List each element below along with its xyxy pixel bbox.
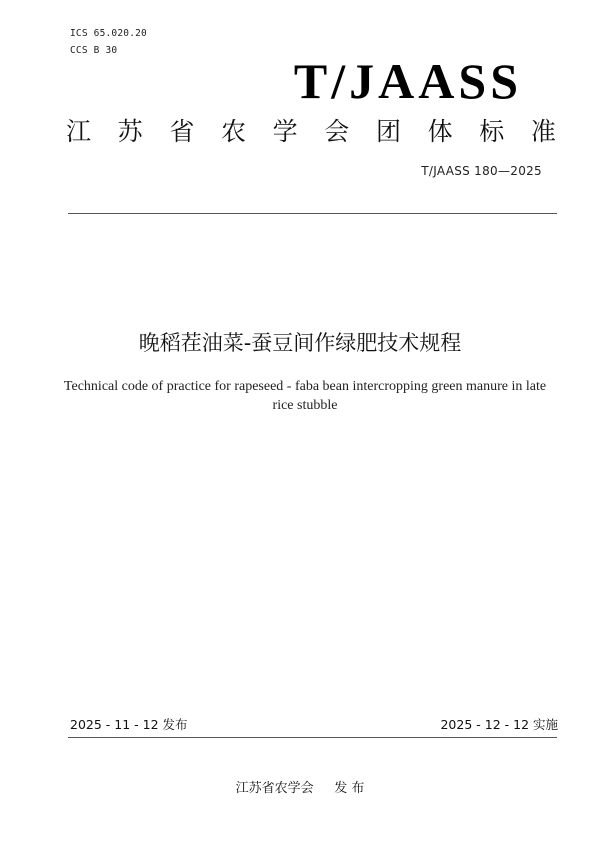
title-chinese: 晚稻茬油菜-蚕豆间作绿肥技术规程 — [138, 331, 462, 355]
heading-char: 农 — [220, 117, 246, 146]
footer-divider — [68, 737, 557, 738]
heading-char: 江 — [66, 117, 92, 146]
heading-char: 团 — [375, 117, 401, 146]
title-english: Technical code of practice for rapeseed - faba bean intercropping green manure in late rice stubble — [63, 379, 547, 413]
standard-number: T/JAASS 180—2025 — [421, 164, 542, 178]
standard-mark: T/JAASS — [293, 53, 522, 109]
implementation-date: 2025 - 12 - 12 实施 — [440, 717, 558, 732]
heading-char: 会 — [324, 117, 350, 146]
heading-char: 标 — [479, 117, 505, 146]
issue-date: 2025 - 11 - 12 发布 — [70, 717, 188, 732]
publisher: 江苏省农学会 发 布 — [235, 781, 365, 796]
header-divider — [68, 213, 557, 214]
heading-char: 苏 — [117, 117, 143, 146]
heading-char: 体 — [427, 117, 453, 146]
heading-char: 准 — [530, 117, 556, 146]
heading-char: 学 — [272, 117, 298, 146]
organization-heading — [66, 112, 556, 152]
heading-char: 省 — [169, 117, 195, 146]
ics-code: ICS 65.020.20 — [70, 28, 147, 39]
ccs-code: CCS B 30 — [70, 45, 118, 56]
